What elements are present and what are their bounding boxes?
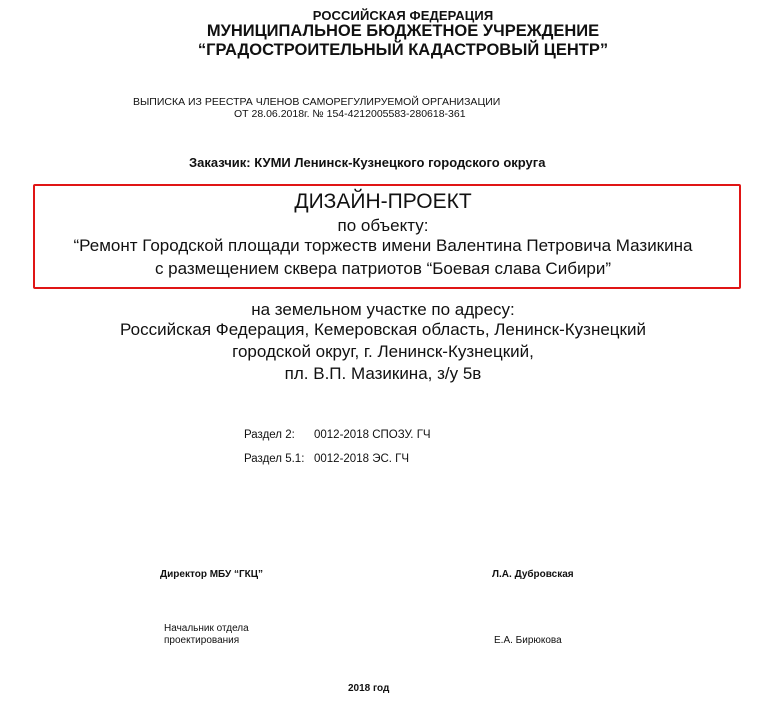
- director-title: Директор МБУ “ГКЦ”: [160, 569, 264, 580]
- registry-extract-title: ВЫПИСКА ИЗ РЕЕСТРА ЧЛЕНОВ САМОРЕГУЛИРУЕМОЙ ОРГАНИЗАЦИИ: [133, 96, 501, 108]
- project-object-line-2: с размещением сквера патриотов “Боевая слава Сибири”: [154, 259, 612, 278]
- department-head-title-line-1: Начальник отдела: [164, 623, 249, 634]
- address-line-3: пл. В.П. Мазикина, з/у 5в: [284, 364, 482, 383]
- customer-line: Заказчик: КУМИ Ленинск-Кузнецкого городского округа: [189, 155, 546, 170]
- project-title: ДИЗАЙН-ПРОЕКТ: [294, 190, 472, 213]
- registry-extract-number: ОТ 28.06.2018г. № 154-4212005583-280618-361: [234, 108, 466, 120]
- section-5-1-label: Раздел 5.1:: [244, 453, 305, 465]
- department-head-name: Е.А. Бирюкова: [494, 635, 562, 646]
- section-5-1-code: 0012-2018 ЭС. ГЧ: [314, 453, 410, 465]
- address-line-1: Российская Федерация, Кемеровская область, Ленинск-Кузнецкий: [120, 320, 646, 339]
- header-center-name: “ГРАДОСТРОИТЕЛЬНЫЙ КАДАСТРОВЫЙ ЦЕНТР”: [197, 41, 609, 59]
- section-2-label: Раздел 2:: [244, 429, 295, 441]
- project-object-line-1: “Ремонт Городской площади торжеств имени Валентина Петровича Мазикина: [73, 236, 693, 255]
- header-institution: МУНИЦИПАЛЬНОЕ БЮДЖЕТНОЕ УЧРЕЖДЕНИЕ: [206, 22, 600, 40]
- project-subtitle: по объекту:: [337, 216, 429, 235]
- address-intro: на земельном участке по адресу:: [251, 300, 515, 319]
- director-name: Л.А. Дубровская: [492, 569, 574, 580]
- section-2-code: 0012-2018 СПОЗУ. ГЧ: [314, 429, 431, 441]
- header-country: РОССИЙСКАЯ ФЕДЕРАЦИЯ: [312, 8, 494, 23]
- document-year: 2018 год: [348, 683, 390, 694]
- department-head-title-line-2: проектирования: [164, 635, 240, 646]
- address-line-2: городской округ, г. Ленинск-Кузнецкий,: [232, 342, 534, 361]
